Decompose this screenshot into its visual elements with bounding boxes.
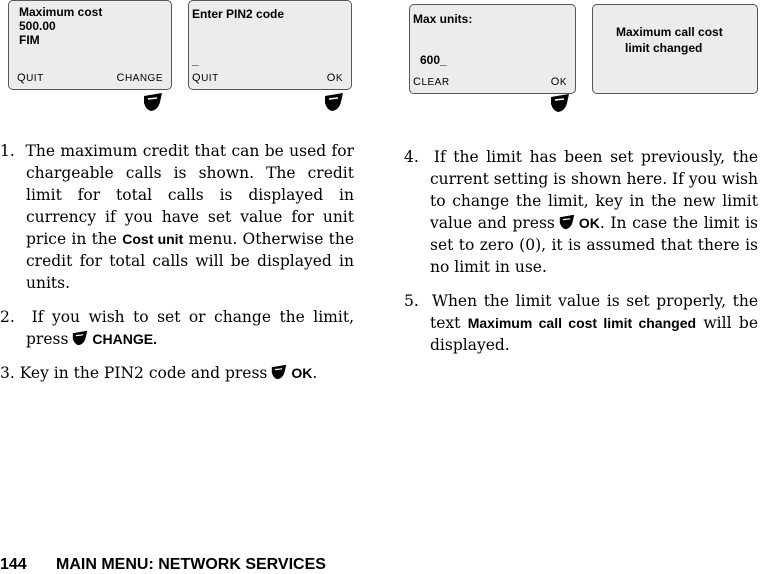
display-line: Max units: — [413, 12, 473, 26]
phone-display-enter-pin2 — [188, 0, 352, 90]
step-text: . In case the limit is set to zero (0), it is assumed that there is no limit in use. — [430, 214, 758, 276]
soft-key-ok: OK — [326, 72, 343, 84]
section-title: MAIN MENU: NETWORK SERVICES — [56, 556, 326, 573]
soft-key-change: CHANGE — [116, 72, 163, 84]
step-text: The maximum credit that can be used for chargeable calls is shown. The credit limit for total calls is displayed in currency if you have set value for unit price in the — [25, 142, 355, 248]
display-line: limit changed — [625, 41, 703, 55]
display-value: 600_ — [420, 53, 447, 67]
instructions-right-column — [404, 146, 758, 368]
key-label-ok: OK — [578, 215, 600, 231]
menu-term-cost-unit: Cost unit — [122, 231, 184, 247]
step-text: Key in the PIN2 code and press — [19, 364, 268, 382]
step-2 — [0, 306, 354, 350]
step-text: When the limit value is set properly, the text — [430, 292, 758, 332]
soft-key-ok: OK — [550, 76, 567, 88]
soft-key-clear: CLEAR — [413, 76, 450, 88]
selection-key-icon — [558, 214, 576, 230]
phone-display-maximum-cost — [8, 0, 172, 90]
step-number: 1. — [0, 142, 15, 160]
message-term-limit-changed: Maximum call cost limit changed — [467, 315, 697, 331]
step-1 — [0, 140, 354, 294]
selection-key-icon — [549, 93, 571, 113]
step-5 — [404, 290, 758, 356]
selection-key-icon — [270, 364, 288, 380]
display-cursor: _ — [192, 53, 199, 67]
display-line: FIM — [19, 33, 40, 47]
instructions-left-column — [0, 140, 354, 396]
step-number: 5. — [404, 292, 419, 310]
display-line: Maximum cost — [19, 5, 103, 19]
display-line: 500.00 — [19, 19, 56, 33]
selection-key-icon — [142, 92, 164, 112]
page-footer — [0, 556, 326, 574]
step-3 — [0, 362, 354, 384]
step-text: menu. Otherwise the credit for total calls will be displayed in units. — [26, 230, 355, 292]
step-text: . — [312, 364, 318, 382]
key-label-ok: OK — [291, 365, 313, 381]
step-number: 3. — [0, 364, 15, 382]
step-number: 2. — [0, 308, 15, 326]
step-4 — [404, 146, 758, 278]
phone-display-limit-changed — [592, 4, 758, 94]
selection-key-icon — [323, 92, 345, 112]
step-number: 4. — [404, 148, 419, 166]
step-text: will be displayed. — [430, 314, 758, 354]
selection-key-icon — [71, 330, 89, 346]
step-text: If the limit has been set previously, the current setting is shown here. If you wish to change the limit, key in the new limit value and press — [430, 148, 758, 232]
display-line: Maximum call cost — [616, 25, 723, 39]
soft-key-quit: QUIT — [192, 72, 219, 84]
phone-display-max-units — [409, 4, 576, 94]
key-label-change: CHANGE. — [92, 331, 157, 347]
soft-key-quit: QUIT — [17, 72, 44, 84]
page-number: 144 — [0, 556, 27, 573]
display-line: Enter PIN2 code — [192, 7, 285, 21]
step-text: If you wish to set or change the limit, press — [26, 308, 354, 348]
